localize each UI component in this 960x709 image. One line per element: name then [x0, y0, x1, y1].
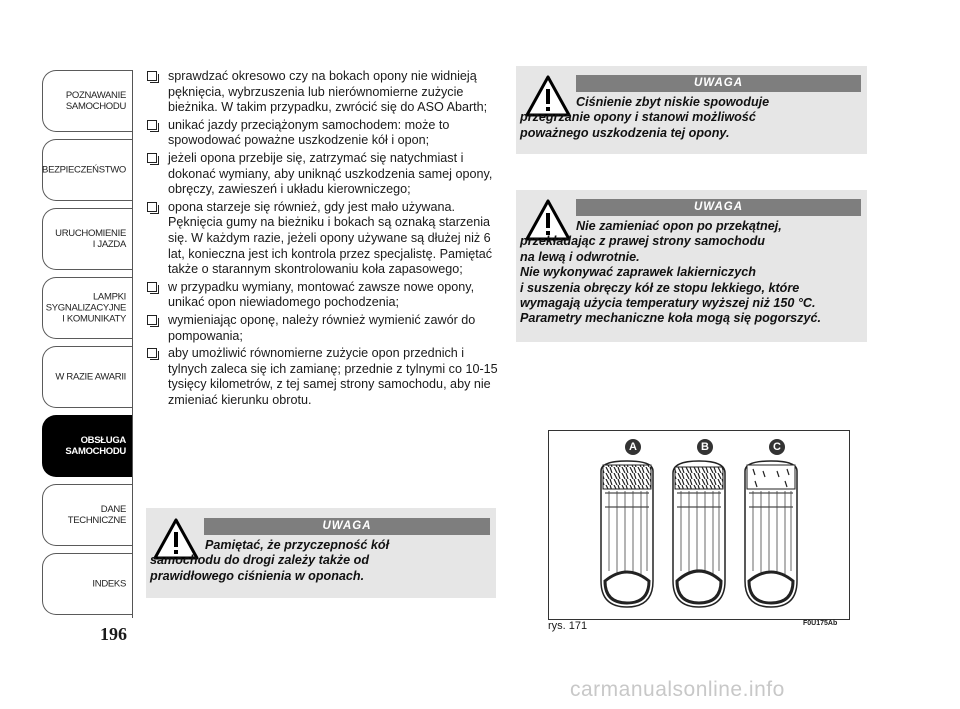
marker-a: A: [625, 439, 641, 455]
tab-label: URUCHOMIENIE I JAZDA: [55, 228, 126, 250]
figure-code: F0U175Ab: [803, 620, 838, 627]
tab-dane-techniczne[interactable]: [42, 484, 132, 546]
tab-label: POZNAWANIE SAMOCHODU: [65, 90, 126, 112]
tab-indeks[interactable]: [42, 553, 132, 615]
checkbox-bullet-icon: [147, 71, 157, 81]
tab-label: INDEKS: [92, 578, 126, 590]
figure-caption: rys. 171: [548, 620, 588, 632]
list-item: aby umożliwić równomierne zużycie opon przednich i tylnych zaleca się ich zamianę; przednie z tylnymi co 10-15 tysięcy kilometrów, z tej samej strony samochodu, aby nie zmieniać kierunku obrotu.: [146, 346, 498, 408]
warning-heading: UWAGA: [204, 518, 490, 535]
tab-label: OBSŁUGA SAMOCHODU: [65, 435, 126, 457]
tab-label: DANE TECHNICZNE: [67, 504, 126, 526]
list-item: sprawdzać okresowo czy na bokach opony nie widnieją pęknięcia, wybrzuszenia lub nierównomierne zużycie bieżnika. W takim przypadku, zwrócić się do ASO Abarth;: [146, 69, 498, 116]
checkbox-bullet-icon: [147, 120, 157, 130]
tab-obsluga-samochodu[interactable]: [42, 415, 132, 477]
tab-label: LAMPKI SYGNALIZACYJNE I KOMUNIKATY: [45, 291, 126, 325]
tire-a-icon: [601, 461, 653, 607]
warning-text: Nie zamieniać opon po przekątnej, przekładając z prawej strony samochodu na lewą i odwrotnie. Nie wykonywać zaprawek lakierniczych i suszenia obręczy kół ze stopu lekkiego, które wymagają użycia temperatury wyższej niż 150 °C. Parametry mechaniczne koła mogą się pogorszyć.: [520, 219, 821, 326]
tab-uruchomienie-i-jazda[interactable]: [42, 208, 132, 270]
warning-text: Ciśnienie zbyt niskie spowoduje przegrzanie opony i stanowi możliwość poważnego uszkodzenia tej opony.: [520, 95, 770, 140]
warning-text: Pamiętać, że przyczepność kół samochodu do drogi zależy także od prawidłowego ciśnienia w oponach.: [150, 538, 390, 583]
list-item: opona starzeje się również, gdy jest mało używana. Pęknięcia gumy na bieżniku i bokach są oznaką starzenia się. W każdym razie, jeżeli opony używane są dłużej niż 6 lat, konieczna jest ich kontrola przez specjalistę. Pamiętać także o starannym skontrolowaniu koła zapasowego;: [146, 200, 498, 278]
warning-heading: UWAGA: [576, 75, 861, 92]
list-item: jeżeli opona przebije się, zatrzymać się natychmiast i dokonać wymiany, aby uniknąć uszkodzenia samej opony, obręczy, zawieszeń i układu kierowniczego;: [146, 151, 498, 198]
tab-w-razie-awarii[interactable]: [42, 346, 132, 408]
tire-wear-illustration: [549, 431, 849, 619]
tab-poznawanie-samochodu[interactable]: [42, 70, 132, 132]
tire-wear-figure: [548, 430, 850, 620]
tab-label: W RAZIE AWARII: [55, 371, 126, 383]
tire-b-icon: [673, 461, 725, 607]
sidebar-divider: [132, 70, 133, 618]
tire-care-list: [146, 69, 498, 410]
tab-label: BEZPIECZEŃSTWO: [42, 164, 126, 176]
marker-b: B: [697, 439, 713, 455]
tab-lampki-sygnalizacyjne[interactable]: [42, 277, 132, 339]
warning-box-pressure-grip: [146, 508, 496, 598]
checkbox-bullet-icon: [147, 153, 157, 163]
tire-c-icon: [745, 461, 797, 607]
tab-bezpieczenstwo[interactable]: [42, 139, 132, 201]
checkbox-bullet-icon: [147, 202, 157, 212]
list-item: unikać jazdy przeciążonym samochodem: może to spowodować poważne uszkodzenie kół i opon;: [146, 118, 498, 149]
marker-c: C: [769, 439, 785, 455]
checkbox-bullet-icon: [147, 348, 157, 358]
list-item: w przypadku wymiany, montować zawsze nowe opony, unikać opon niewiadomego pochodzenia;: [146, 280, 498, 311]
warning-box-low-pressure: [516, 66, 867, 154]
list-item: wymieniając oponę, należy również wymienić zawór do pompowania;: [146, 313, 498, 344]
watermark: carmanualsonline.info: [570, 678, 785, 701]
warning-box-wheel-rotation: [516, 190, 867, 342]
checkbox-bullet-icon: [147, 315, 157, 325]
warning-heading: UWAGA: [576, 199, 861, 216]
checkbox-bullet-icon: [147, 282, 157, 292]
page-number: 196: [100, 624, 127, 644]
